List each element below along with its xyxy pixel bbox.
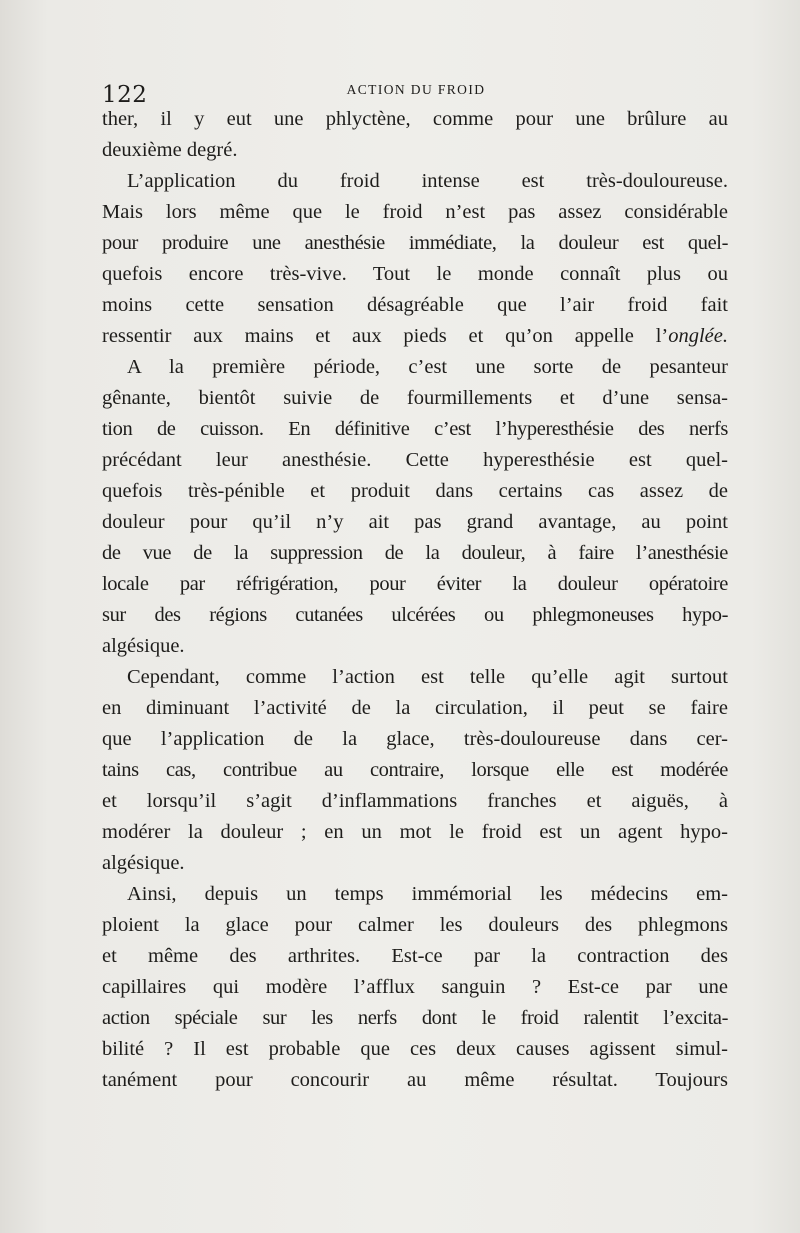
text-line: deuxième degré.	[102, 139, 238, 161]
text-line: de vue de la suppression de la douleur, à faire l’anesthésie	[102, 542, 728, 564]
text-line: et lorsqu’il s’agit d’inflammations franches et aiguës, à	[102, 790, 728, 812]
text-line: que l’application de la glace, très-douloureuse dans cer-	[102, 728, 728, 750]
text-line: tanément pour concourir au même résultat. Toujours	[102, 1069, 728, 1091]
text-line: tion de cuisson. En définitive c’est l’hyperesthésie des nerfs	[102, 418, 728, 440]
page-number: 122	[102, 82, 148, 108]
text-line: ploient la glace pour calmer les douleurs des phlegmons	[102, 914, 728, 936]
text-line: locale par réfrigération, pour éviter la douleur opératoire	[102, 573, 728, 595]
text-line: modérer la douleur ; en un mot le froid est un agent hypo-	[102, 821, 728, 843]
text-line: douleur pour qu’il n’y ait pas grand avantage, au point	[102, 511, 728, 533]
text-line: gênante, bientôt suivie de fourmillements et d’une sensa-	[102, 387, 728, 409]
text-line: bilité ? Il est probable que ces deux causes agissent simul-	[102, 1038, 728, 1060]
text-line: quefois très-pénible et produit dans certains cas assez de	[102, 480, 728, 502]
text-line: et même des arthrites. Est-ce par la contraction des	[102, 945, 728, 967]
text-line: algésique.	[102, 852, 185, 874]
text-line	[102, 321, 728, 352]
text-line: sur des régions cutanées ulcérées ou phlegmoneuses hypo-	[102, 604, 728, 626]
italic-term: onglée.	[668, 325, 728, 347]
text-line: Cependant, comme l’action est telle qu’elle agit surtout	[127, 666, 728, 688]
text-line: L’application du froid intense est très-douloureuse.	[127, 170, 728, 192]
text-line-start: ressentir aux mains et aux pieds et qu’on appelle l’	[102, 325, 669, 347]
text-line: capillaires qui modère l’afflux sanguin ? Est-ce par une	[102, 976, 728, 998]
running-title: ACTION DU FROID	[346, 82, 486, 97]
text-line: Ainsi, depuis un temps immémorial les médecins em-	[127, 883, 728, 905]
text-line: action spéciale sur les nerfs dont le froid ralentit l’excita-	[102, 1007, 728, 1029]
text-line: pour produire une anesthésie immédiate, la douleur est quel-	[102, 232, 728, 254]
text-line: tains cas, contribue au contraire, lorsque elle est modérée	[102, 759, 728, 781]
text-line: Mais lors même que le froid n’est pas assez considérable	[102, 201, 728, 223]
text-line: précédant leur anesthésie. Cette hyperesthésie est quel-	[102, 449, 728, 471]
text-line: moins cette sensation désagréable que l’air froid fait	[102, 294, 728, 316]
text-line: ther, il y eut une phlyctène, comme pour une brûlure au	[102, 108, 728, 130]
text-line: algésique.	[102, 635, 185, 657]
text-line: quefois encore très-vive. Tout le monde connaît plus ou	[102, 263, 728, 285]
text-line: en diminuant l’activité de la circulation, il peut se faire	[102, 697, 728, 719]
body-text	[102, 104, 728, 1096]
text-line: A la première période, c’est une sorte de pesanteur	[127, 356, 728, 378]
